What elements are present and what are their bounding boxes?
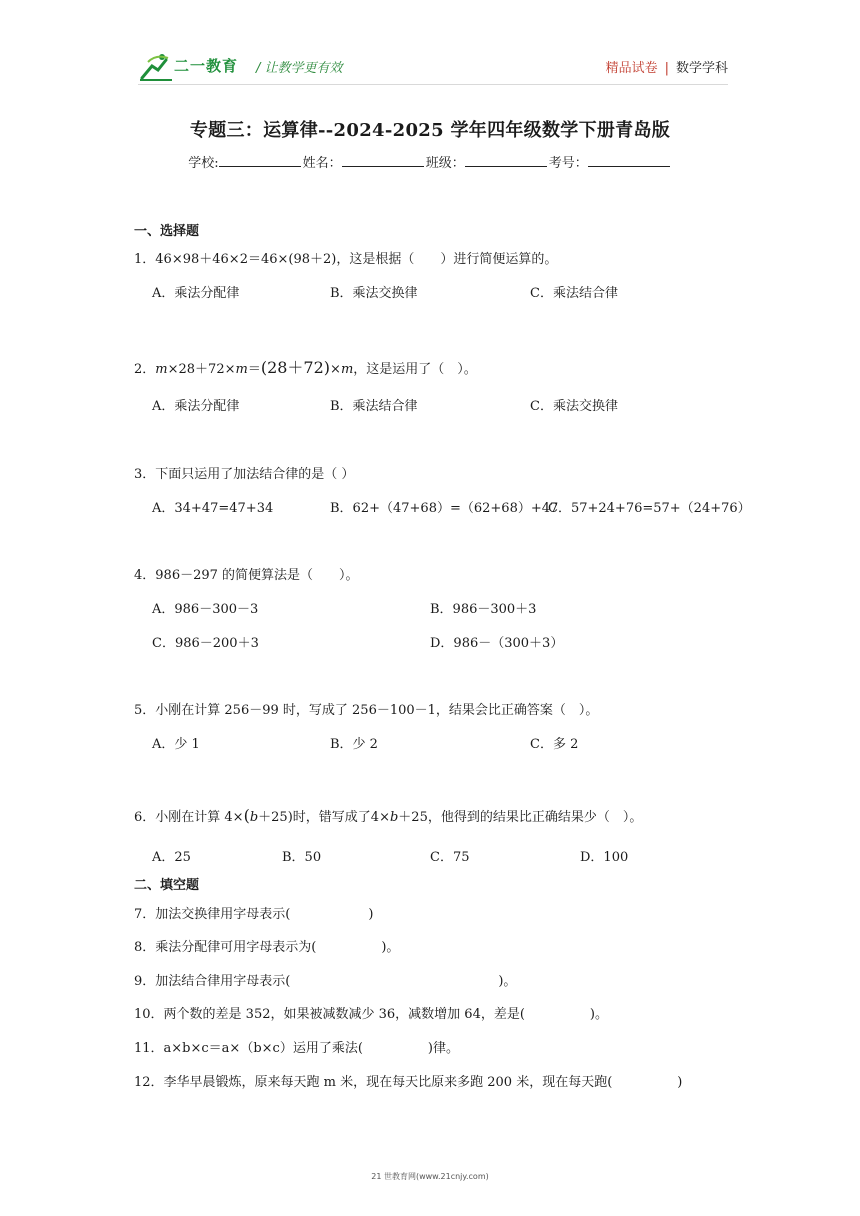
page-header <box>138 50 728 84</box>
page-title: 专题三：运算律--2024-2025 学年四年级数学下册青岛版 <box>189 120 671 141</box>
q6-option-d[interactable]: D．100 <box>580 850 629 865</box>
class-blank[interactable] <box>465 154 547 167</box>
q6-mid: 时，错写成了 <box>292 810 371 825</box>
q6-option-b[interactable]: B．50 <box>282 850 322 865</box>
q2-var-m3: m <box>340 362 354 377</box>
q2-expr-times: × <box>330 362 341 377</box>
q1-option-b[interactable]: B．乘法交换律 <box>330 286 418 301</box>
q4-option-c[interactable]: C．986－200＋3 <box>152 636 259 651</box>
exam-no-label: 考号： <box>548 156 588 171</box>
header-divider <box>138 84 728 85</box>
q6-pre: 6．小刚在计算 <box>134 810 225 825</box>
school-blank[interactable] <box>219 154 301 167</box>
q1-option-a[interactable]: A．乘法分配律 <box>152 286 240 301</box>
tag-subject: 数学学科 <box>675 61 728 76</box>
question-12[interactable]: 12．李华早晨锻炼，原来每天跑 m 米，现在每天比原来多跑 200 米，现在每天跑( ) <box>134 1075 683 1090</box>
section-fill-title: 二、填空题 <box>134 878 200 893</box>
q3-option-c[interactable]: C．57+24+76=57+（24+76） <box>548 501 751 516</box>
q6-expr1-paren: ( <box>243 806 250 825</box>
header-tags <box>606 57 728 76</box>
section-choice-title: 一、选择题 <box>134 224 200 239</box>
q2-expr-eq: ＝ <box>247 362 261 377</box>
q1-expression: 46×98＋46×2＝46×(98＋2) <box>155 252 337 267</box>
q6-option-c[interactable]: C．75 <box>430 850 470 865</box>
q2-number: 2． <box>134 362 156 377</box>
q3-option-b[interactable]: B．62+（47+68）=（62+68）+47 <box>330 501 559 516</box>
question-4: 4．986－297 的简便算法是（ ）。 <box>134 568 359 583</box>
q2-expr-paren: (28＋72) <box>260 358 331 377</box>
question-8[interactable]: 8．乘法分配律可用字母表示为( )。 <box>134 940 400 955</box>
question-5: 5．小刚在计算 256－99 时，写成了 256－100－1，结果会比正确答案（ ）。 <box>134 703 599 718</box>
tag-quality-paper: 精品试卷 <box>605 61 658 76</box>
q5-option-c[interactable]: C．多 2 <box>530 737 579 752</box>
q6-expr1-var: b <box>249 810 259 825</box>
q2-option-a[interactable]: A．乘法分配律 <box>152 399 240 414</box>
question-10[interactable]: 10．两个数的差是 352，如果被减数减少 36，减数增加 64，差是( )。 <box>134 1007 608 1022</box>
q2-var-m2: m <box>235 362 248 377</box>
student-info-line <box>0 152 860 171</box>
q4-option-b[interactable]: B．986－300＋3 <box>430 602 537 617</box>
question-11[interactable]: 11．a×b×c＝a×（b×c）运用了乘法( )律。 <box>134 1041 459 1056</box>
name-blank[interactable] <box>342 154 424 167</box>
q3-option-a[interactable]: A．34+47=47+34 <box>152 501 274 516</box>
class-label: 班级： <box>425 156 465 171</box>
question-2 <box>134 355 477 378</box>
q2-text: ，这是运用了（ ）。 <box>353 362 477 377</box>
q5-option-b[interactable]: B．少 2 <box>330 737 378 752</box>
q6-expr2-c: ＋25 <box>398 810 428 825</box>
q6-expr1-c: ＋25) <box>258 810 293 825</box>
page-footer: 21 世教育网(www.21cnjy.com) <box>371 1172 489 1181</box>
tag-separator: | <box>664 61 669 76</box>
q1-number: 1． <box>134 252 156 267</box>
q4-option-d[interactable]: D．986－（300＋3） <box>430 636 564 651</box>
school-label: 学校: <box>188 156 219 171</box>
q6-expr1-a: 4× <box>224 810 244 825</box>
question-7[interactable]: 7．加法交换律用字母表示( ) <box>134 907 374 922</box>
slogan: / 让教学更有效 <box>256 61 343 76</box>
q6-post: ，他得到的结果比正确结果少（ ）。 <box>427 810 643 825</box>
question-1 <box>134 248 557 267</box>
q1-option-c[interactable]: C．乘法结合律 <box>530 286 618 301</box>
q6-option-a[interactable]: A．25 <box>152 850 191 865</box>
logo-text: 二一教育 <box>174 57 239 75</box>
question-6 <box>134 806 642 825</box>
q2-option-b[interactable]: B．乘法结合律 <box>330 399 418 414</box>
q2-expr-mid: ×28＋72× <box>167 362 236 377</box>
exam-no-blank[interactable] <box>588 154 670 167</box>
q1-text: ，这是根据（ ）进行简便运算的。 <box>336 252 558 267</box>
q2-var-m: m <box>155 362 168 377</box>
q6-expr2-a: 4× <box>370 810 390 825</box>
question-9[interactable]: 9．加法结合律用字母表示( )。 <box>134 974 517 989</box>
name-label: 姓名： <box>302 156 342 171</box>
question-3: 3．下面只运用了加法结合律的是（ ） <box>134 467 355 482</box>
q6-expr2-var: b <box>389 810 399 825</box>
q2-option-c[interactable]: C．乘法交换律 <box>530 399 618 414</box>
q4-option-a[interactable]: A．986－300－3 <box>152 602 259 617</box>
q5-option-a[interactable]: A．少 1 <box>152 737 200 752</box>
